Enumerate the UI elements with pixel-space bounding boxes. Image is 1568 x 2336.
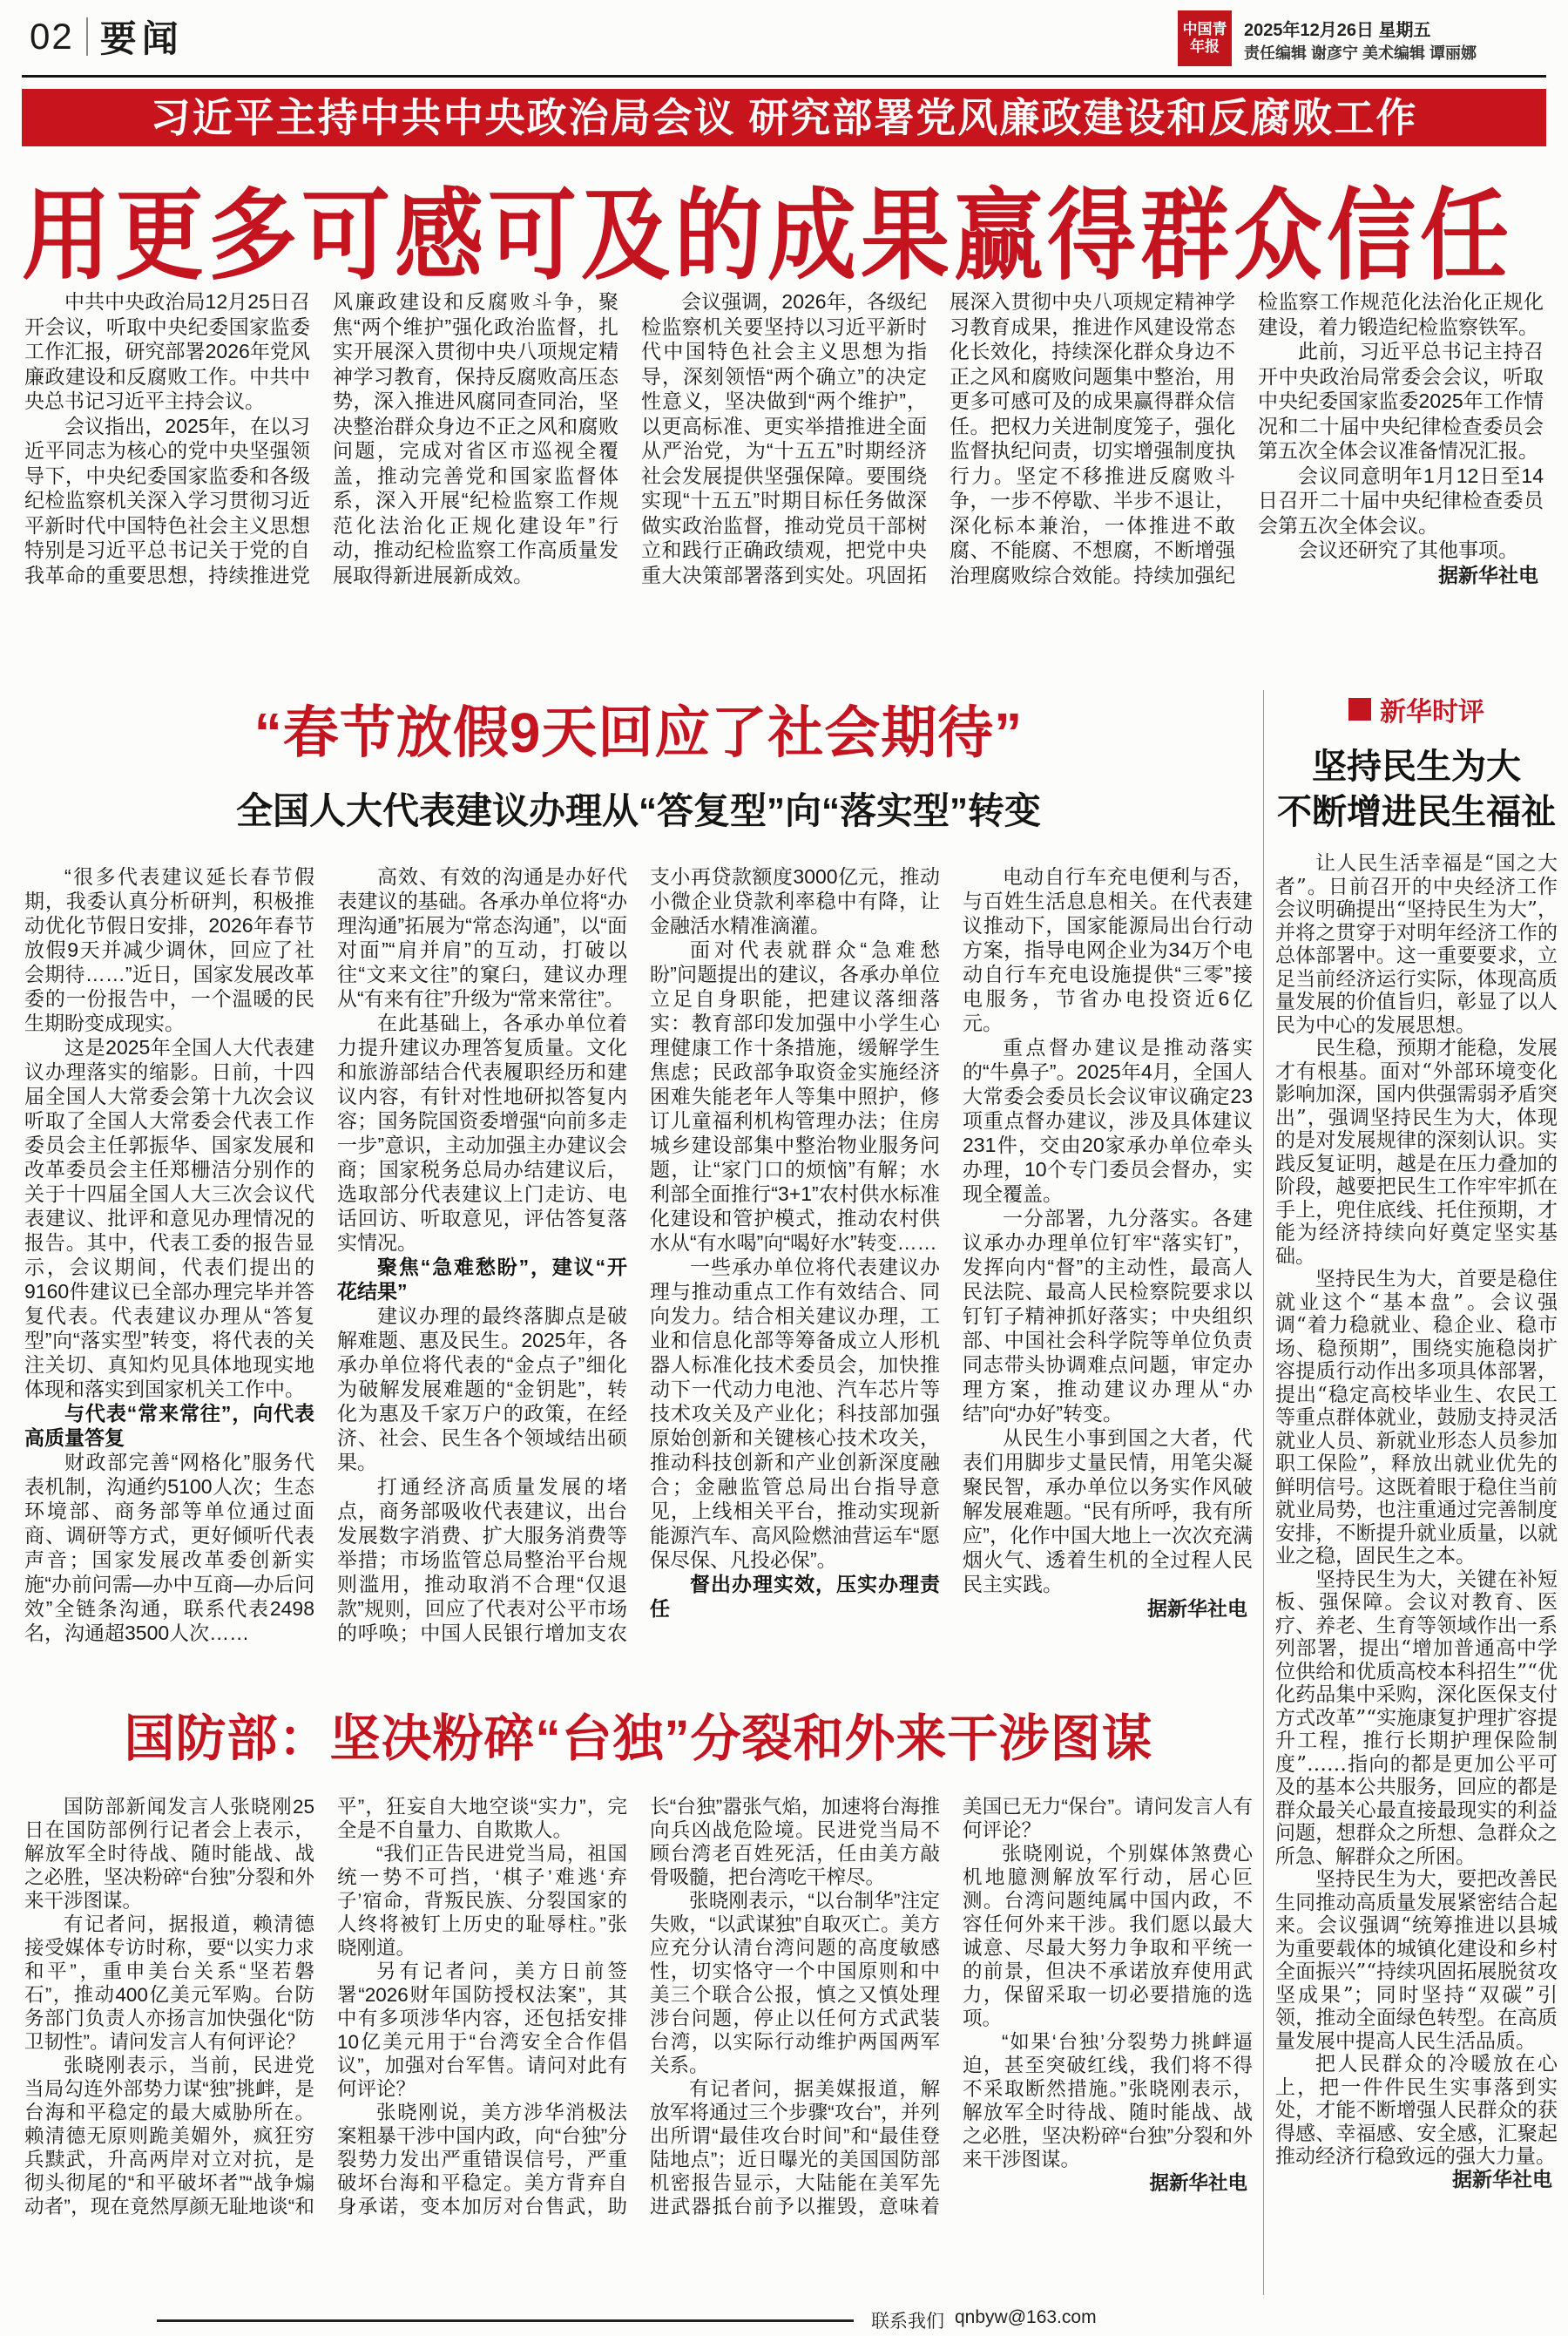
sidebar-paragraph: 坚持民生为大，首要是稳住就业这个“基本盘”。会议强调“着力稳就业、稳企业、稳市场、稳预期”，围绕实施稳岗扩容提质行动作出多项具体部署，提出“稳定高校毕业生、农民工等重点群体就业，鼓励支持灵活就业人员、新就业形态人员参加职工保险”，释放出就业优先的鲜明信号。这既着眼于稳住当前就业局势，也注重通过完善制度安排，不断提升就业质量，以就业之稳，固民生之本。 <box>1275 1268 1558 1567</box>
masthead-logo: 中国青年报 <box>1178 10 1232 66</box>
story2-paragraph: 从民生小事到国之大者，代表们用脚步丈量民情，用笔尖凝聚民智，承办单位以务实作风破解发展难题。“民有所呼，我有所应”，化作中国大地上一次次充满烟火气、透着生机的全过程人民民主实践。 <box>963 1426 1253 1595</box>
story1-paragraph: 会议强调，2026年，各级纪检监察机关要坚持以习近平新时代中国特色社会主义思想为指导，深刻领悟“两个确立”的决定性意义，坚决做到“两个维护”，以更高标准、更实举措推进全面从严治党，为“十五五”时期经济社会发展提供坚强保障。要围绕实现“十五五”时期目标任务做深做实政治监督，推动党员干部树立和践行正确政绩观，把党中央重大决策部署落到实处。巩固拓展深入贯彻中央八项规定精神学习教育成果，推进作风建设常态化长效化，持续深化群众身边不正之风和腐败问题集中整治，用更多可感可及的成果赢得群众信任。把权力关进制度笼子，强化监督执纪问责，切实增强制度执行力。坚定不移推进反腐败斗争，一步不停歇、半步不退让，深化标本兼治，一体推进不敢腐、不能腐、不想腐，不断增强治理腐败综合效能。持续加强纪检监察工作规范化法治化正规化建设，着力锻造纪检监察铁军。 <box>641 290 1544 586</box>
story3-paragraph: 有记者问，据美媒报道，解放军将通过三个步骤“攻台”，并列出所谓“最佳攻台时间”和“最佳登陆地点”；近日曝光的美国国防部机密报告显示，大陆能在美军先进武器抵台前予以摧毁，意味着美国已无力“保台”。请问发言人有何评论？ <box>650 1796 1253 2218</box>
story2-headline: “春节放假9天回应了社会期待” <box>253 701 1024 764</box>
sidebar-title-line2: 不断增进民生福祉 <box>1277 791 1556 832</box>
story1-paragraph: 此前，习近平总书记主持召开中央政治局常委会会议，听取中央纪委国家监委2025年工作情况和二十届中央纪律检查委员会第五次全体会议准备情况汇报。 <box>1258 340 1544 462</box>
story1-paragraph: 会议同意明年1月12日至14日召开二十届中央纪律检查委员会第五次全体会议。 <box>1258 464 1544 537</box>
story2-subtitle: 全国人大代表建议办理从“答复型”向“落实型”转变 <box>235 790 1041 831</box>
header-divider <box>86 17 88 56</box>
sidebar-tag <box>1275 690 1558 728</box>
header-rule <box>22 75 1546 78</box>
page-header <box>30 10 184 63</box>
sidebar-body <box>1275 852 1558 2300</box>
story2-byline: 据新华社电 <box>1147 1597 1247 1620</box>
story3-headline: 国防部：坚决粉碎“台独”分裂和外来干涉图谋 <box>124 1710 1153 1767</box>
sidebar-commentary <box>1275 690 1558 2300</box>
sidebar-title <box>1275 744 1558 835</box>
story2-paragraph: 电动自行车充电便利与否，与百姓生活息息相关。在代表建议推动下，国家能源局出台行动方案，指导电网企业为34万个电动自行车充电设施提供“三零”接电服务，节省办电投资近6亿元。 <box>963 865 1253 1034</box>
story2-paragraph: 在此基础上，各承办单位着力提升建议办理答复质量。文化和旅游部结合代表履职经历和建议内容，有针对性地研拟答复内容；国务院国资委增强“向前多走一步”意识，主动加强主办建议会商；国家税务总局办结建议后，选取部分代表建议上门走访、电话回访、听取意见，评估答复落实情况。 <box>337 1012 627 1254</box>
sidebar-paragraph: 坚持民生为大，关键在补短板、强保障。会议对教育、医疗、养老、生育等领域作出一系列部署，提出“增加普通高中学位供给和优质高校本科招生”“优化药品集中采购，深化医保支付方式改革”“实施康复护理扩容提升工程，推行长期护理保险制度”……指向的都是更加公平可及的基本公共服务，回应的都是群众最关心最直接最现实的利益问题，想群众之所想、急群众之所急、解群众之所困。 <box>1275 1567 1558 1868</box>
story2-paragraph: 高效、有效的沟通是办好代表建议的基础。各承办单位将“办理沟通”拓展为“常态沟通”，以“面对面”“肩并肩”的互动，打破以往“文来文往”的窠臼，建议办理从“有来有往”升级为“常来常往”。 <box>337 865 627 1010</box>
red-square-icon <box>1348 698 1371 721</box>
story2-paragraph: 财政部完善“网格化”服务代表机制，沟通约5100人次；生态环境部、商务部等单位通过面商、调研等方式，更好倾听代表声音；国家发展改革委创新实施“办前问需—办中互商—办后问效”全链条沟通，联系代表2498名，沟通超3500人次…… <box>24 1451 314 1644</box>
story1-byline: 据新华社电 <box>1438 563 1538 586</box>
story2-subhead: 聚焦“急难愁盼”，建议“开花结果” <box>337 1256 627 1303</box>
story2-paragraph: 这是2025年全国人大代表建议办理落实的缩影。日前，十四届全国人大常委会第十九次会议听取了全国人大常委会代表工作委员会主任郭振华、国家发展和改革委员会主任郑栅洁分别作的关于十四届全国人大三次会议代表建议、批评和意见办理情况的报告。其中，代表工委的报告显示，会议期间，代表们提出的9160件建议已全部办理完毕并答复代表。代表建议办理从“答复型”向“落实型”转变，将代表的关注关切、真知灼见具体地现实地体现和落实到国家机关工作中。 <box>24 1036 314 1400</box>
story3-paragraph: 另有记者问，美方日前签署“2026财年国防授权法案”，其中有多项涉华内容，还包括安排10亿美元用于“台湾安全合作倡议”，加强对台军售。请问对此有何评论？ <box>337 1960 627 2100</box>
story3-paragraph: 有记者问，据报道，赖清德接受媒体专访时称，要“以实力求和平”，重申美台关系“坚若磐石”，推动400亿美元军购。台防务部门负责人亦扬言加快强化“防卫韧性”。请问发言人有何评论？ <box>24 1913 314 2053</box>
editors-line: 责任编辑 谢彦宁 美术编辑 谭丽娜 <box>1244 44 1477 62</box>
story1-paragraph: 会议还研究了其他事项。 <box>1298 538 1518 561</box>
story3-paragraph: 国防部新闻发言人张晓刚25日在国防部例行记者会上表示，解放军全时待战、随时能战、战之必胜，坚决粉碎“台独”分裂和外来干涉图谋。 <box>24 1796 314 1912</box>
story3-body <box>24 1795 1253 2274</box>
story1-title: 用更多可感可及的成果赢得群众信任 <box>22 179 1513 292</box>
story2-paragraph: 打通经济高质量发展的堵点，商务部吸收代表建议，出台发展数字消费、扩大服务消费等举措；市场监管总局整治平台规则滥用，推动取消不合理“仅退款”规则，回应了代表对公平市场的呼唤；中国人民银行增加支农支小再贷款额度3000亿元，推动小微企业贷款利率稳中有降，让金融活水精准滴灌。 <box>337 865 940 1644</box>
footer-email: qnbyw@163.com <box>955 2307 1097 2327</box>
sidebar-paragraph: 民生稳，预期才能稳，发展才有根基。面对“外部环境变化影响加深，国内供强需弱矛盾突出”，强调坚持民生为大，体现的是对发展规律的深刻认识。实践反复证明，越是在压力叠加的阶段，越要把民生工作牢牢抓在手上，兜住底线、托住预期，才能为经济持续向好奠定坚实基础。 <box>1275 1037 1558 1268</box>
footer-contact-label: 联系我们 <box>871 2312 944 2332</box>
story1-paragraph: 会议指出，2025年，在以习近平同志为核心的党中央坚强领导下，中央纪委国家监委和各级纪检监察机关深入学习贯彻习近平新时代中国特色社会主义思想特别是习近平总书记关于党的自我革命的重要思想，持续推进党风廉政建设和反腐败斗争，聚焦“两个维护”强化政治监督，扎实开展深入贯彻中央八项规定精神学习教育，保持反腐败高压态势，深入推进风腐同查同治，坚决整治群众身边不正之风和腐败问题，完成对省区市巡视全覆盖，推动完善党和国家监督体系，深入开展“纪检监察工作规范化法治化正规化建设年”行动，推动纪检监察工作高质量发展取得新进展新成效。 <box>24 290 618 586</box>
story3-paragraph: 张晓刚说，个别媒体煞费心机地臆测解放军行动，居心叵测。台湾问题纯属中国内政，不容任何外来干涉。我们愿以最大诚意、尽最大努力争取和平统一的前景，但决不承诺放弃使用武力，保留采取一切必要措施的选项。 <box>963 1843 1253 2029</box>
sidebar-paragraph: 把人民群众的冷暖放在心上，把一件件民生实事落到实处，才能不断增强人民群众的获得感、幸福感、安全感，汇聚起推动经济行稳致远的强大力量。 <box>1275 2053 1558 2168</box>
story2-paragraph: “很多代表建议延长春节假期，我委认真分析研判，积极推动优化节假日安排，2026年春节放假9天并减少调休，回应了社会期待……”近日，国家发展改革委的一份报告中，一个温暖的民生期盼变成现实。 <box>24 865 314 1034</box>
story3 <box>24 1697 1253 2274</box>
footer-rule <box>157 2319 854 2322</box>
story2-body <box>24 864 1253 1694</box>
story2-subhead: 与代表“常来常往”，向代表高质量答复 <box>24 1402 314 1449</box>
story3-paragraph: 张晓刚表示，“以台制华”注定失败，“以武谋独”自取灭亡。美方应充分认清台湾问题的高度敏感性，切实恪守一个中国原则和中美三个联合公报，慎之又慎处理涉台问题，停止以任何方式武装台湾，以实际行动维护两国两军关系。 <box>650 1890 940 2076</box>
story3-paragraph: 张晓刚表示，当前，民进党当局勾连外部势力谋“独”挑衅，是台海和平稳定的最大威胁所在。赖清德无原则跪美媚外，疯狂穷兵黩武，升高两岸对立对抗，是彻头彻尾的“和平破坏者”“战争煽动者”，现在竟然厚颜无耻地谈“和平”，狂妄自大地空谈“实力”，完全是不自量力、自欺欺人。 <box>24 1796 627 2218</box>
story3-byline: 据新华社电 <box>1149 2172 1247 2194</box>
story1-body <box>24 289 1544 678</box>
story2-paragraph: 建议办理的最终落脚点是破解难题、惠及民生。2025年，各承办单位将代表的“金点子”细化为破解发展难题的“金钥匙”，转化为惠及千家万户的政策，在经济、社会、民生各个领域结出硕果。 <box>337 1304 627 1473</box>
story3-paragraph: “如果‘台独’分裂势力挑衅逼迫，甚至突破红线，我们将不得不采取断然措施。”张晓刚表示，解放军全时待战、随时能战、战之必胜，坚决粉碎“台独”分裂和外来干涉图谋。 <box>963 2031 1253 2170</box>
story2-subhead: 督出办理实效，压实办理责任 <box>650 1573 940 1620</box>
sidebar-byline: 据新华社电 <box>1452 2167 1552 2191</box>
story3-paragraph: “我们正告民进党当局，祖国统一势不可挡，‘棋子’难逃‘弃子’宿命，背叛民族、分裂国家的人终将被钉上历史的耻辱柱。”张晓刚道。 <box>337 1843 627 1959</box>
page-number: 02 <box>30 16 74 57</box>
sidebar-title-line1: 坚持民生为大 <box>1312 746 1521 787</box>
sidebar-paragraph: 让人民生活幸福是“国之大者”。日前召开的中央经济工作会议明确提出“坚持民生为大”，并将之贯穿于对明年经济工作的总体部署中。这一重要要求，立足当前经济运行实际，体现高质量发展的价值旨归，彰显了以人民为中心的发展思想。 <box>1275 852 1558 1037</box>
story1-paragraph: 中共中央政治局12月25日召开会议，听取中央纪委国家监委工作汇报，研究部署2026年党风廉政建设和反腐败工作。中共中央总书记习近平主持会议。 <box>24 290 310 412</box>
story2 <box>24 688 1253 1694</box>
header-meta <box>1244 19 1477 64</box>
footer-contact <box>871 2307 1097 2333</box>
story3-paragraph: 张晓刚说，美方涉华消极法案粗暴干涉中国内政，向“台独”分裂势力发出严重错误信号，严重破坏台海和平稳定。美方背弃自身承诺，变本加厉对台售武，助长“台独”嚣张气焰，加速将台海推向兵凶战危险境。民进党当局不顾台湾老百姓死活，任由美方敲骨吸髓，把台湾吃干榨尽。 <box>337 1796 940 2218</box>
publication-date: 2025年12月26日 星期五 <box>1244 21 1431 40</box>
story2-paragraph: 一些承办单位将代表建议办理与推动重点工作有效结合、同向发力。结合相关建议办理，工业和信息化部等筹备成立人形机器人标准化技术委员会，加快推动下一代动力电池、汽车芯片等技术攻关及产业化；科技部加强原始创新和关键核心技术攻关，推动科技创新和产业创新深度融合；金融监管总局出台指导意见，上线相关平台，推动实现新能源汽车、高风险燃油营运车“愿保尽保、凡投必保”。 <box>650 1256 940 1571</box>
sidebar-paragraph: 坚持民生为大，要把改善民生同推动高质量发展紧密结合起来。会议强调“统筹推进以县城为重要载体的城镇化建设和乡村全面振兴”“持续巩固拓展脱贫攻坚成果”；同时坚持“双碳”引领，推动全面绿色转型。在高质量发展中提高人民生活品质。 <box>1275 1868 1558 2053</box>
story2-paragraph: 重点督办建议是推动落实的“牛鼻子”。2025年4月，全国人大常委会委员长会议审议确定23项重点督办建议，涉及具体建议231件，交由20家承办单位牵头办理，10个专门委员会督办，实现全覆盖。 <box>963 1036 1253 1205</box>
sidebar-tag-label: 新华时评 <box>1380 698 1484 727</box>
story2-paragraph: 一分部署，九分落实。各建议承办办理单位钉牢“落实钉”，发挥向内“督”的主动性，最高人民法院、最高人民检察院要求以钉钉子精神抓好落实；中央组织部、中国社会科学院等单位负责同志带头协调难点问题，审定办理方案，推动建议办理从“办结”向“办好”转变。 <box>963 1207 1253 1425</box>
story2-paragraph: 面对代表就群众“急难愁盼”问题提出的建议，各承办单位立足自身职能，把建议落细落实：教育部印发加强中小学生心理健康工作十条措施，缓解学生焦虑；民政部争取资金实施经济困难失能老年人等集中照护，修订儿童福利机构管理办法；住房城乡建设部集中整治物业服务问题，让“家门口的烦恼”有解；水利部全面推行“3+1”农村供水标准化建设和管护模式，推动农村供水从“有水喝”向“喝好水”转变…… <box>650 938 940 1254</box>
sidebar-divider <box>1263 690 1264 2295</box>
section-title: 要闻 <box>99 18 184 59</box>
story1-kicker: 习近平主持中共中央政治局会议 研究部署党风廉政建设和反腐败工作 <box>22 89 1546 146</box>
